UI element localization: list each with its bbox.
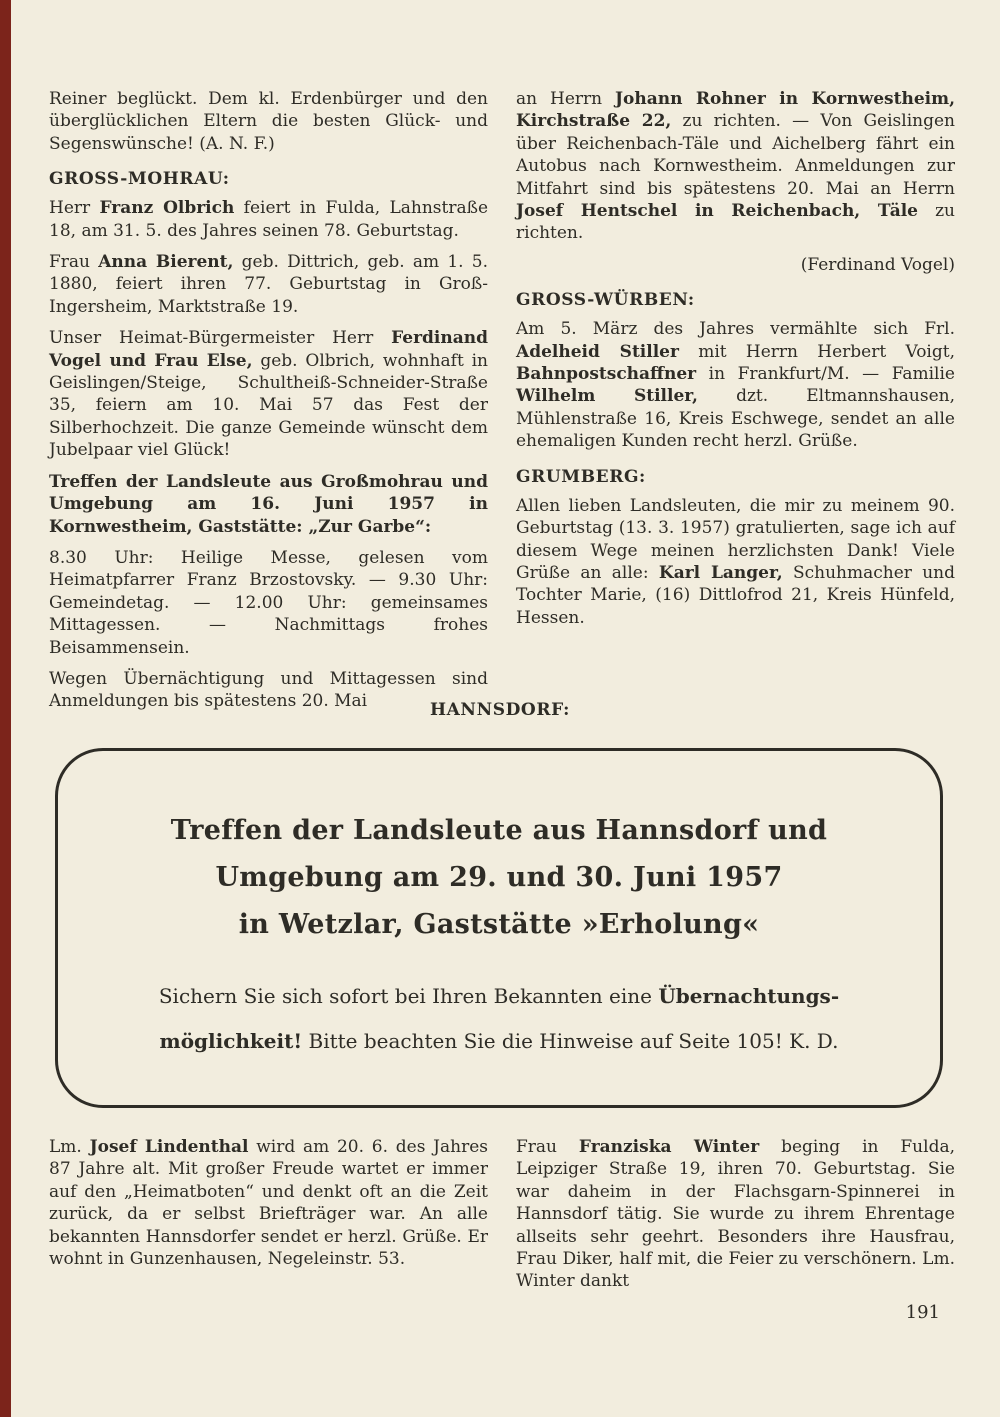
page-number: 191 [905, 1302, 940, 1323]
paragraph: Lm. Josef Lindenthal wird am 20. 6. des Jahres 87 Jahre alt. Mit großer Freude wartet er immer auf den „Heimatboten“ und denkt oft an die Zeit zurück, da er selbst Briefträger war. An alle bekannten Hannsdorfer sendet er herzl. Grüße. Er wohnt in Gunzenhausen, Negeleinstr. 53. [49, 1137, 488, 1270]
section-heading: GROSS-MOHRAU: [49, 169, 230, 190]
section-heading-hannsdorf: HANNSDORF: [429, 700, 571, 720]
paragraph: Frau Franziska Winter beging in Fulda, Leipziger Straße 19, ihren 70. Geburtstag. Sie war daheim in der Flachsgarn-Spinnerei in Hannsdorf tätig. Sie wurde zu ihrem Ehrentage allseits sehr geehrt. Besonders ihre Hausfrau, Frau Diker, half mit, die Feier zu verschönern. Lm. Winter dankt [516, 1137, 955, 1292]
bottom-columns [49, 1136, 955, 1302]
announcement-title [58, 807, 940, 948]
top-columns [49, 88, 955, 722]
top-right-column [516, 88, 955, 722]
paragraph: Wegen Übernächtigung und Mittagessen sind Anmeldungen bis spätestens 20. Mai [49, 668, 488, 712]
announcement-box [55, 748, 943, 1108]
bottom-left-column [49, 1136, 488, 1302]
section-heading: GRUMBERG: [516, 466, 646, 487]
paragraph: möglichkeit! Bitte beachten Sie die Hinweise auf Seite 105! K. D. [159, 1029, 839, 1053]
paragraph: (Ferdinand Vogel) [800, 254, 955, 275]
paragraph: Reiner beglückt. Dem kl. Erdenbürger und den überglücklichen Eltern die besten Glück- und Segenswünsche! (A. N. F.) [49, 89, 488, 154]
paragraph: Herr Franz Olbrich feiert in Fulda, Lahnstraße 18, am 31. 5. des Jahres seinen 78. Geburtstag. [49, 198, 488, 241]
announcement-title-line: in Wetzlar, Gaststätte »Erholung« [238, 909, 760, 940]
paragraph: an Herrn Johann Rohner in Kornwestheim, Kirchstraße 22, zu richten. — Von Geislingen über Reichenbach-Täle und Aichelberg fährt ein Autobus nach Kornwestheim. Anmeldungen zur Mitfahrt sind bis spätestens 20. Mai an Herrn Josef Hentschel in Reichenbach, Täle zu richten. [516, 89, 955, 244]
paragraph: Am 5. März des Jahres vermählte sich Frl. Adelheid Stiller mit Herrn Herbert Voigt, Bahnpostschaffner in Frankfurt/M. — Familie Wilhelm Stiller, dzt. Eltmannshausen, Mühlenstraße 16, Kreis Eschwege, sendet an alle ehemaligen Kunden recht herzl. Grüße. [516, 319, 955, 452]
announcement-title-line: Umgebung am 29. und 30. Juni 1957 [215, 862, 783, 893]
paragraph: Allen lieben Landsleuten, die mir zu meinem 90. Geburtstag (13. 3. 1957) gratulierten, sage ich auf diesem Wege meinen herzlichsten Dank! Viele Grüße an alle: Karl Langer, Schuhmacher und Tochter Marie, (16) Dittlofrod 21, Kreis Hünfeld, Hessen. [516, 495, 955, 628]
paragraph: 8.30 Uhr: Heilige Messe, gelesen vom Heimatpfarrer Franz Brzostovsky. — 9.30 Uhr: Gemeindetag. — 12.00 Uhr: gemeinsames Mittagessen. — Nachmittags frohes Beisammensein. [49, 547, 488, 658]
announcement-body [58, 974, 940, 1064]
section-heading: GROSS-WÜRBEN: [516, 290, 695, 311]
paragraph: Unser Heimat-Bürgermeister Herr Ferdinand Vogel und Frau Else, geb. Olbrich, wohnhaft in Geislingen/Steige, Schultheiß-Schneider-Straße 35, feiern am 10. Mai 57 das Fest der Silberhochzeit. Die ganze Gemeinde wünscht dem Jubelpaar viel Glück! [49, 328, 488, 461]
paragraph: Frau Anna Bierent, geb. Dittrich, geb. am 1. 5. 1880, feiert ihren 77. Geburtstag in Groß-Ingersheim, Marktstraße 19. [49, 252, 488, 317]
announcement-title-line: Treffen der Landsleute aus Hannsdorf und [170, 815, 828, 846]
paragraph: Sichern Sie sich sofort bei Ihren Bekannten eine Übernachtungs- [158, 984, 840, 1008]
top-left-column [49, 88, 488, 722]
bottom-right-column [516, 1136, 955, 1302]
paragraph: Treffen der Landsleute aus Großmohrau und Umgebung am 16. Juni 1957 in Kornwestheim, Gaststätte: „Zur Garbe“: [49, 471, 488, 537]
